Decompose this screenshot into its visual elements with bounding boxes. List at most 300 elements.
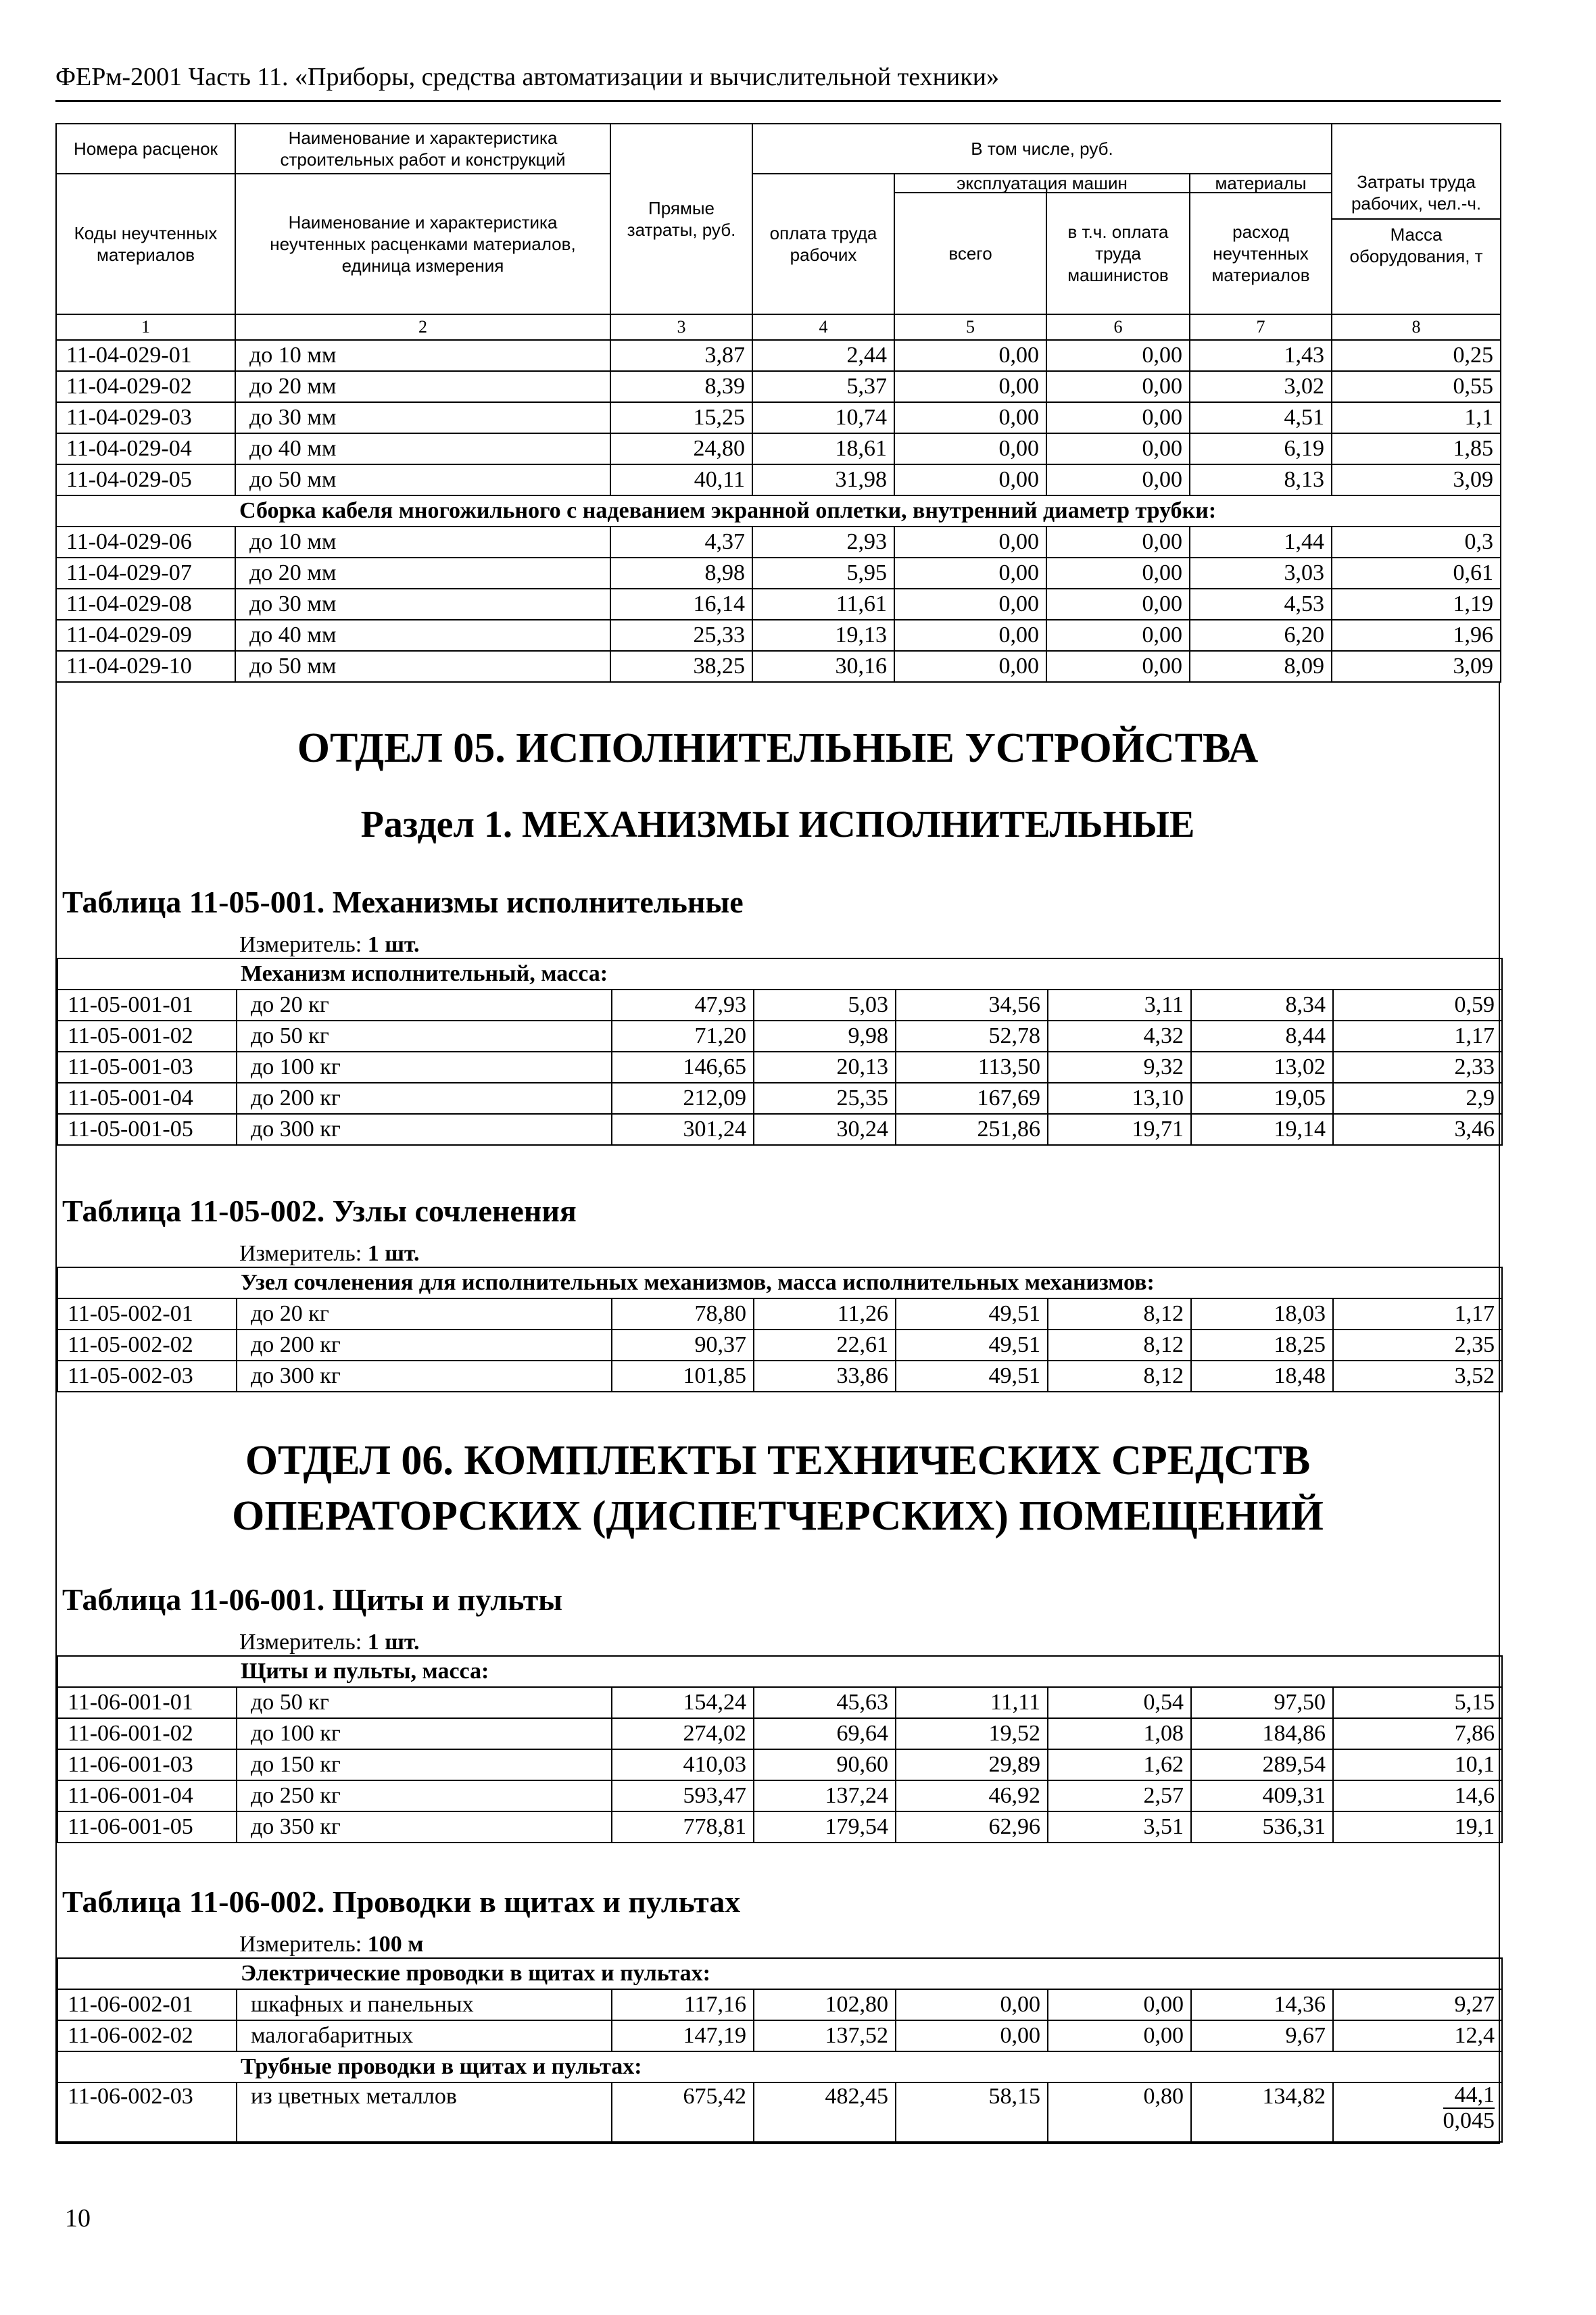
labor-mass: 1,17 — [1333, 1298, 1502, 1330]
rate-code: 11-05-001-05 — [57, 1114, 237, 1145]
table-06-002-measure — [57, 1932, 1499, 1957]
materials: 289,54 — [1191, 1749, 1333, 1780]
machinist-pay: 0,00 — [1046, 558, 1190, 589]
materials: 19,14 — [1191, 1114, 1333, 1145]
col-num: 7 — [1190, 314, 1332, 340]
direct-cost: 24,80 — [610, 433, 752, 464]
materials: 6,20 — [1190, 620, 1332, 651]
measure-value: 1 шт. — [367, 1630, 420, 1655]
machine-total: 34,56 — [896, 990, 1048, 1021]
rate-name: до 40 мм — [235, 433, 610, 464]
table-row — [57, 1361, 1502, 1392]
header-machine-operation: эксплуатация машин — [894, 174, 1190, 193]
razdel-1-heading: Раздел 1. МЕХАНИЗМЫ ИСПОЛНИТЕЛЬНЫЕ — [360, 804, 1195, 846]
direct-cost: 8,39 — [610, 371, 752, 402]
worker-pay: 30,16 — [752, 651, 894, 682]
table-row — [57, 1718, 1502, 1749]
machinist-pay: 1,08 — [1048, 1718, 1191, 1749]
labor-mass: 3,09 — [1332, 464, 1501, 495]
group-05-002: Узел сочленения для исполнительных механизмов, масса исполнительных механизмов: — [57, 1267, 1502, 1298]
table-06-002 — [57, 1957, 1503, 2143]
col-num: 6 — [1046, 314, 1190, 340]
measure-label: Измеритель: — [239, 1241, 362, 1266]
header-material-consumption: расход неучтенных материалов — [1190, 193, 1332, 314]
materials: 8,34 — [1191, 990, 1333, 1021]
rate-code: 11-04-029-09 — [56, 620, 235, 651]
cable-rows — [56, 527, 1501, 682]
direct-cost: 8,98 — [610, 558, 752, 589]
labor-mass: 3,52 — [1333, 1361, 1502, 1392]
measure-value: 100 м — [367, 1932, 424, 1957]
header-worker-pay: оплата труда рабочих — [752, 174, 894, 314]
materials: 18,03 — [1191, 1298, 1333, 1330]
worker-pay: 90,60 — [754, 1749, 896, 1780]
direct-cost: 4,37 — [610, 527, 752, 558]
table-row — [56, 558, 1501, 589]
column-numbers — [56, 314, 1501, 340]
direct-cost: 38,25 — [610, 651, 752, 682]
rate-code: 11-06-001-02 — [57, 1718, 237, 1749]
header-material-codes: Коды неучтенных материалов — [56, 174, 235, 314]
header-rate-numbers: Номера расценок — [56, 124, 235, 174]
rate-name: до 20 мм — [235, 558, 610, 589]
direct-cost: 25,33 — [610, 620, 752, 651]
table-row — [57, 2020, 1502, 2051]
direct-cost: 146,65 — [612, 1052, 754, 1083]
materials: 3,03 — [1190, 558, 1332, 589]
materials: 4,53 — [1190, 589, 1332, 620]
machine-total: 0,00 — [894, 433, 1046, 464]
table-row — [56, 433, 1501, 464]
machinist-pay: 0,00 — [1048, 1989, 1191, 2020]
machinist-pay: 0,54 — [1048, 1687, 1191, 1718]
table-06-001-title: Таблица 11-06-001. Щиты и пульты — [62, 1582, 563, 1617]
materials: 1,44 — [1190, 527, 1332, 558]
worker-pay: 31,98 — [752, 464, 894, 495]
labor-mass: 1,19 — [1332, 589, 1501, 620]
worker-pay: 5,37 — [752, 371, 894, 402]
machinist-pay: 1,62 — [1048, 1749, 1191, 1780]
machinist-pay: 8,12 — [1048, 1298, 1191, 1330]
measure-label: Измеритель: — [239, 1630, 362, 1655]
header-work-name: Наименование и характеристика строительных работ и конструкций — [235, 124, 610, 174]
rate-name: до 100 кг — [237, 1052, 612, 1083]
machine-total: 62,96 — [896, 1811, 1048, 1843]
table-06-002-title: Таблица 11-06-002. Проводки в щитах и пультах — [62, 1884, 741, 1919]
table-row — [56, 340, 1501, 371]
rows-06-002 — [57, 1989, 1502, 2051]
machine-total: 49,51 — [896, 1361, 1048, 1392]
worker-pay: 102,80 — [754, 1989, 896, 2020]
group-06-001: Щиты и пульты, масса: — [57, 1656, 1502, 1687]
table-row — [56, 371, 1501, 402]
machine-total: 0,00 — [894, 464, 1046, 495]
materials: 18,48 — [1191, 1361, 1333, 1392]
group-cable: Сборка кабеля многожильного с надеванием экранной оплетки, внутренний диаметр трубки: — [56, 495, 1501, 527]
header-labor: Затраты труда рабочих, чел.-ч. — [1332, 167, 1500, 220]
header-material-name: Наименование и характеристика неучтенных расценками материалов, единица измерения — [235, 174, 610, 314]
direct-cost: 675,42 — [612, 2082, 754, 2142]
rate-code: 11-05-001-03 — [57, 1052, 237, 1083]
materials: 184,86 — [1191, 1718, 1333, 1749]
rate-code: 11-04-029-08 — [56, 589, 235, 620]
table-row — [57, 1811, 1502, 1843]
table-row — [57, 1114, 1502, 1145]
direct-cost: 90,37 — [612, 1330, 754, 1361]
worker-pay: 19,13 — [752, 620, 894, 651]
worker-pay: 5,03 — [754, 990, 896, 1021]
measure-value: 1 шт. — [367, 932, 420, 957]
table-row — [56, 464, 1501, 495]
machine-total: 52,78 — [896, 1021, 1048, 1052]
worker-pay: 5,95 — [752, 558, 894, 589]
rate-code: 11-04-029-01 — [56, 340, 235, 371]
materials: 9,67 — [1191, 2020, 1333, 2051]
table-row — [57, 2082, 1502, 2142]
table-05-002-measure — [57, 1241, 1499, 1267]
rate-name: до 10 мм — [235, 340, 610, 371]
rate-name: до 40 мм — [235, 620, 610, 651]
rate-name: из цветных металлов — [237, 2082, 612, 2142]
rate-code: 11-06-001-03 — [57, 1749, 237, 1780]
machinist-pay: 2,57 — [1048, 1780, 1191, 1811]
header-direct-costs: Прямые затраты, руб. — [610, 124, 752, 314]
rate-code: 11-06-001-05 — [57, 1811, 237, 1843]
group-06-002-electric: Электрические проводки в щитах и пультах: — [57, 1958, 1502, 1989]
rate-name: до 150 кг — [237, 1749, 612, 1780]
labor-mass: 1,96 — [1332, 620, 1501, 651]
labor-mass: 12,4 — [1333, 2020, 1502, 2051]
direct-cost: 778,81 — [612, 1811, 754, 1843]
materials: 3,02 — [1190, 371, 1332, 402]
table-row — [57, 1780, 1502, 1811]
table-row — [57, 1687, 1502, 1718]
machine-total: 49,51 — [896, 1298, 1048, 1330]
machinist-pay: 0,80 — [1048, 2082, 1191, 2142]
machine-total: 167,69 — [896, 1083, 1048, 1114]
materials: 18,25 — [1191, 1330, 1333, 1361]
rate-name: до 50 кг — [237, 1021, 612, 1052]
rate-name: до 50 мм — [235, 651, 610, 682]
rows-06-001 — [57, 1687, 1502, 1843]
rate-code: 11-04-029-03 — [56, 402, 235, 433]
col-num: 8 — [1332, 314, 1501, 340]
labor-mass: 7,86 — [1333, 1718, 1502, 1749]
machine-total: 46,92 — [896, 1780, 1048, 1811]
rate-code: 11-04-029-05 — [56, 464, 235, 495]
measure-value: 1 шт. — [367, 1241, 420, 1266]
materials: 19,05 — [1191, 1083, 1333, 1114]
table-row — [57, 1083, 1502, 1114]
rate-name: до 350 кг — [237, 1811, 612, 1843]
table-row — [56, 620, 1501, 651]
machine-total: 0,00 — [894, 371, 1046, 402]
machine-total: 19,52 — [896, 1718, 1048, 1749]
worker-pay: 9,98 — [754, 1021, 896, 1052]
labor-mass: 2,35 — [1333, 1330, 1502, 1361]
direct-cost: 78,80 — [612, 1298, 754, 1330]
rate-name: до 50 кг — [237, 1687, 612, 1718]
materials: 8,44 — [1191, 1021, 1333, 1052]
worker-pay: 45,63 — [754, 1687, 896, 1718]
rate-code: 11-06-002-01 — [57, 1989, 237, 2020]
materials: 13,02 — [1191, 1052, 1333, 1083]
otdel-05-heading: ОТДЕЛ 05. ИСПОЛНИТЕЛЬНЫЕ УСТРОЙСТВА — [297, 725, 1259, 771]
table-row — [57, 1021, 1502, 1052]
table-05-001-measure — [57, 932, 1499, 958]
labor-mass: 2,33 — [1333, 1052, 1502, 1083]
col-num: 2 — [235, 314, 610, 340]
table-row — [57, 1330, 1502, 1361]
machinist-pay: 0,00 — [1046, 651, 1190, 682]
machine-total: 49,51 — [896, 1330, 1048, 1361]
worker-pay: 2,93 — [752, 527, 894, 558]
rate-code: 11-04-029-04 — [56, 433, 235, 464]
rate-name: до 300 кг — [237, 1361, 612, 1392]
direct-cost: 71,20 — [612, 1021, 754, 1052]
materials: 8,13 — [1190, 464, 1332, 495]
rate-name: до 300 кг — [237, 1114, 612, 1145]
materials: 97,50 — [1191, 1687, 1333, 1718]
direct-cost: 16,14 — [610, 589, 752, 620]
direct-cost: 301,24 — [612, 1114, 754, 1145]
sections-frame — [55, 683, 1500, 2144]
machinist-pay: 0,00 — [1046, 340, 1190, 371]
machine-total: 0,00 — [894, 527, 1046, 558]
rate-name: до 30 мм — [235, 589, 610, 620]
materials: 536,31 — [1191, 1811, 1333, 1843]
direct-cost: 274,02 — [612, 1718, 754, 1749]
machinist-pay: 0,00 — [1046, 620, 1190, 651]
machine-total: 0,00 — [894, 402, 1046, 433]
labor-mass: 9,27 — [1333, 1989, 1502, 2020]
rate-code: 11-06-002-02 — [57, 2020, 237, 2051]
machinist-pay: 0,00 — [1046, 402, 1190, 433]
rate-name: до 10 мм — [235, 527, 610, 558]
rate-name: до 20 кг — [237, 990, 612, 1021]
group-06-002-tube: Трубные проводки в щитах и пультах: — [57, 2051, 1502, 2082]
rate-name: до 30 мм — [235, 402, 610, 433]
labor-mass: 0,59 — [1333, 990, 1502, 1021]
worker-pay: 20,13 — [754, 1052, 896, 1083]
labor-mass: 0,25 — [1332, 340, 1501, 371]
direct-cost: 117,16 — [612, 1989, 754, 2020]
table-06-001-measure — [57, 1630, 1499, 1655]
labor-mass: 5,15 — [1333, 1687, 1502, 1718]
materials: 14,36 — [1191, 1989, 1333, 2020]
labor-mass: 14,6 — [1333, 1780, 1502, 1811]
labor-mass: 1,17 — [1333, 1021, 1502, 1052]
worker-pay: 2,44 — [752, 340, 894, 371]
table-row — [57, 990, 1502, 1021]
worker-pay: 11,61 — [752, 589, 894, 620]
labor-mass: 3,46 — [1333, 1114, 1502, 1145]
machine-total: 0,00 — [894, 589, 1046, 620]
rate-name: до 20 мм — [235, 371, 610, 402]
labor-mass: 3,09 — [1332, 651, 1501, 682]
rate-code: 11-04-029-10 — [56, 651, 235, 682]
direct-cost: 147,19 — [612, 2020, 754, 2051]
rate-code: 11-05-002-02 — [57, 1330, 237, 1361]
table-row — [56, 527, 1501, 558]
labor-mass: 2,9 — [1333, 1083, 1502, 1114]
machinist-pay: 13,10 — [1048, 1083, 1191, 1114]
materials: 1,43 — [1190, 340, 1332, 371]
header-including: В том числе, руб. — [752, 124, 1332, 174]
machinist-pay: 8,12 — [1048, 1330, 1191, 1361]
labor-mass: 1,85 — [1332, 433, 1501, 464]
header-total: всего — [894, 193, 1046, 314]
machinist-pay: 4,32 — [1048, 1021, 1191, 1052]
top-rows — [56, 340, 1501, 495]
running-head: ФЕРм-2001 Часть 11. «Приборы, средства автоматизации и вычислительной техники» — [55, 63, 1000, 91]
worker-pay: 22,61 — [754, 1330, 896, 1361]
rate-code: 11-05-002-01 — [57, 1298, 237, 1330]
labor-mass-fraction — [1443, 2083, 1495, 2133]
machine-total: 0,00 — [896, 2020, 1048, 2051]
labor-mass — [1333, 2082, 1502, 2142]
group-05-001: Механизм исполнительный, масса: — [57, 958, 1502, 990]
direct-cost: 593,47 — [612, 1780, 754, 1811]
table-05-002-title: Таблица 11-05-002. Узлы сочленения — [62, 1194, 577, 1228]
machinist-pay: 0,00 — [1046, 371, 1190, 402]
rate-code: 11-05-001-04 — [57, 1083, 237, 1114]
machine-total: 0,00 — [894, 620, 1046, 651]
machinist-pay: 0,00 — [1048, 2020, 1191, 2051]
labor-mass: 19,1 — [1333, 1811, 1502, 1843]
machinist-pay: 9,32 — [1048, 1052, 1191, 1083]
worker-pay: 179,54 — [754, 1811, 896, 1843]
rate-code: 11-06-001-01 — [57, 1687, 237, 1718]
rate-code: 11-05-002-03 — [57, 1361, 237, 1392]
header-rule — [55, 100, 1501, 102]
machine-total: 11,11 — [896, 1687, 1048, 1718]
worker-pay: 10,74 — [752, 402, 894, 433]
direct-cost: 410,03 — [612, 1749, 754, 1780]
direct-cost: 15,25 — [610, 402, 752, 433]
machine-total: 0,00 — [896, 1989, 1048, 2020]
table-05-002 — [57, 1267, 1503, 1392]
labor-mass: 0,3 — [1332, 527, 1501, 558]
machinist-pay: 0,00 — [1046, 589, 1190, 620]
table-row — [57, 1298, 1502, 1330]
machinist-pay: 8,12 — [1048, 1361, 1191, 1392]
mass-value: 0,045 — [1443, 2108, 1495, 2133]
machinist-pay: 19,71 — [1048, 1114, 1191, 1145]
machine-total: 113,50 — [896, 1052, 1048, 1083]
rate-code: 11-06-002-03 — [57, 2082, 237, 2142]
rate-code: 11-04-029-07 — [56, 558, 235, 589]
machine-total: 0,00 — [894, 651, 1046, 682]
worker-pay: 137,52 — [754, 2020, 896, 2051]
rate-code: 11-04-029-02 — [56, 371, 235, 402]
table-row — [57, 1989, 1502, 2020]
rate-code: 11-06-001-04 — [57, 1780, 237, 1811]
rate-code: 11-05-001-01 — [57, 990, 237, 1021]
direct-cost: 212,09 — [612, 1083, 754, 1114]
rate-name: до 200 кг — [237, 1083, 612, 1114]
machinist-pay: 0,00 — [1046, 433, 1190, 464]
machinist-pay: 0,00 — [1046, 527, 1190, 558]
worker-pay: 33,86 — [754, 1361, 896, 1392]
rate-name: шкафных и панельных — [237, 1989, 612, 2020]
labor-mass: 1,1 — [1332, 402, 1501, 433]
col-num: 5 — [894, 314, 1046, 340]
measure-label: Измеритель: — [239, 932, 362, 957]
materials: 6,19 — [1190, 433, 1332, 464]
col-num: 1 — [56, 314, 235, 340]
labor-mass: 10,1 — [1333, 1749, 1502, 1780]
worker-pay: 30,24 — [754, 1114, 896, 1145]
header-materials: материалы — [1190, 174, 1332, 193]
rate-name: до 250 кг — [237, 1780, 612, 1811]
machine-total: 58,15 — [896, 2082, 1048, 2142]
col-num: 4 — [752, 314, 894, 340]
direct-cost: 101,85 — [612, 1361, 754, 1392]
machine-total: 29,89 — [896, 1749, 1048, 1780]
header-machinist-pay: в т.ч. оплата труда машинистов — [1046, 193, 1190, 314]
labor-value: 44,1 — [1443, 2083, 1495, 2109]
worker-pay: 69,64 — [754, 1718, 896, 1749]
rate-name: до 50 мм — [235, 464, 610, 495]
table-row — [56, 651, 1501, 682]
machine-total: 251,86 — [896, 1114, 1048, 1145]
table-row — [56, 402, 1501, 433]
machine-total: 0,00 — [894, 558, 1046, 589]
rate-code: 11-04-029-06 — [56, 527, 235, 558]
table-row — [56, 589, 1501, 620]
materials: 409,31 — [1191, 1780, 1333, 1811]
direct-cost: 3,87 — [610, 340, 752, 371]
table-06-001 — [57, 1655, 1503, 1843]
materials: 4,51 — [1190, 402, 1332, 433]
header-mass: Масса оборудования, т — [1349, 224, 1483, 266]
labor-mass: 0,55 — [1332, 371, 1501, 402]
table-05-001 — [57, 958, 1503, 1146]
direct-cost: 154,24 — [612, 1687, 754, 1718]
direct-cost: 47,93 — [612, 990, 754, 1021]
materials: 8,09 — [1190, 651, 1332, 682]
worker-pay: 11,26 — [754, 1298, 896, 1330]
rate-name: до 20 кг — [237, 1298, 612, 1330]
worker-pay: 25,35 — [754, 1083, 896, 1114]
direct-cost: 40,11 — [610, 464, 752, 495]
machinist-pay: 0,00 — [1046, 464, 1190, 495]
materials: 134,82 — [1191, 2082, 1333, 2142]
worker-pay: 18,61 — [752, 433, 894, 464]
worker-pay: 137,24 — [754, 1780, 896, 1811]
machinist-pay: 3,51 — [1048, 1811, 1191, 1843]
machine-total: 0,00 — [894, 340, 1046, 371]
rate-code: 11-05-001-02 — [57, 1021, 237, 1052]
rows-05-001 — [57, 990, 1502, 1145]
table-row — [57, 1052, 1502, 1083]
page-number: 10 — [65, 2204, 91, 2233]
rows-05-002 — [57, 1298, 1502, 1392]
table-row — [57, 1749, 1502, 1780]
rate-name: до 200 кг — [237, 1330, 612, 1361]
rate-name: малогабаритных — [237, 2020, 612, 2051]
header-table — [55, 123, 1501, 683]
rates-frame — [55, 123, 1500, 2144]
col-num: 3 — [610, 314, 752, 340]
worker-pay: 482,45 — [754, 2082, 896, 2142]
rate-name: до 100 кг — [237, 1718, 612, 1749]
labor-mass: 0,61 — [1332, 558, 1501, 589]
header-labor-mass — [1332, 124, 1501, 314]
otdel-06-heading: ОТДЕЛ 06. КОМПЛЕКТЫ ТЕХНИЧЕСКИХ СРЕДСТВ ОПЕРАТОРСКИХ (ДИСПЕТЧЕРСКИХ) ПОМЕЩЕНИЙ — [232, 1438, 1324, 1539]
measure-label: Измеритель: — [239, 1932, 362, 1957]
